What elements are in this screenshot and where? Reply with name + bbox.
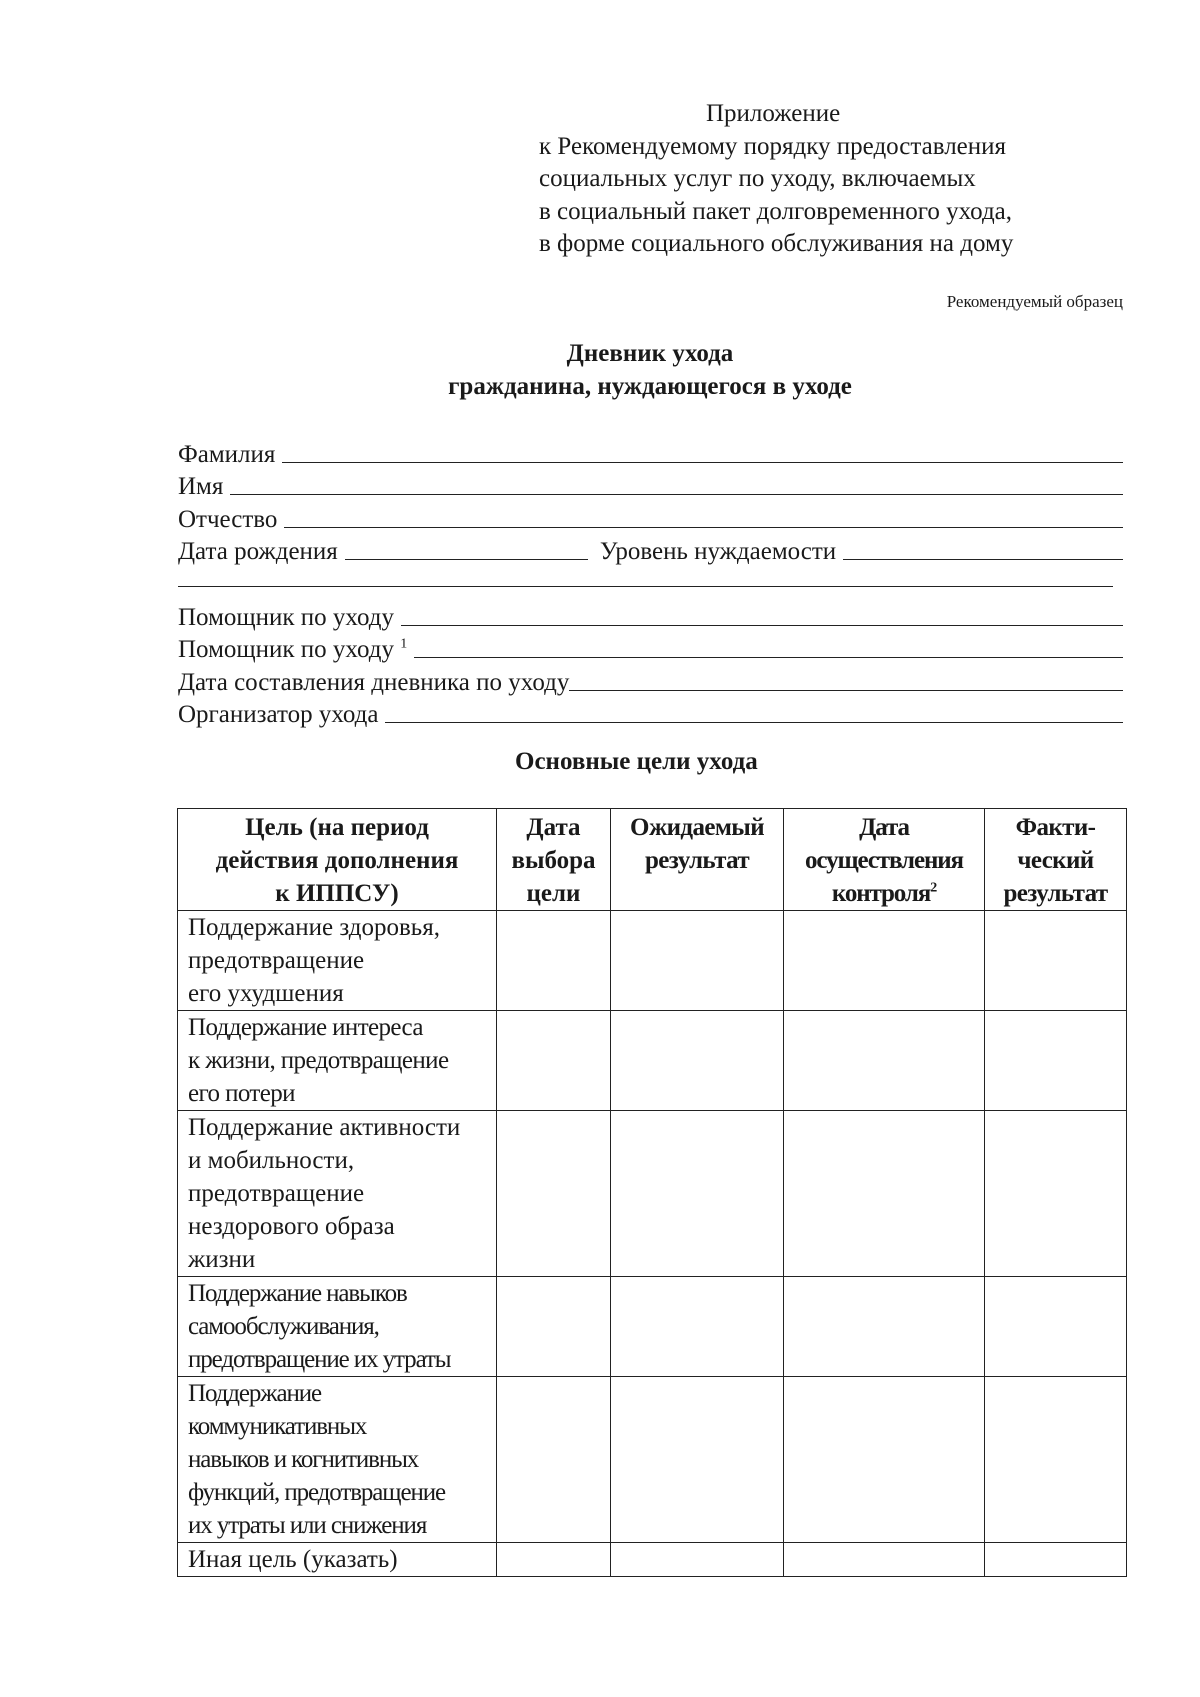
header-control-date (784, 809, 985, 911)
header-actual-result-line: ческий (1017, 847, 1094, 874)
care-organizer-label: Организатор ухода (178, 701, 379, 728)
table-row (178, 1111, 1127, 1277)
care-assistant-2-text: Помощник по уходу (178, 636, 394, 663)
header-actual-result (985, 809, 1127, 911)
header-select-date (497, 809, 611, 911)
header-select-date-line: цели (526, 880, 581, 907)
sample-label: Рекомендуемый образец (946, 292, 1123, 311)
control-date-cell[interactable] (784, 1543, 985, 1577)
surname-label: Фамилия (178, 440, 276, 468)
header-goal-line: действия дополнения (215, 847, 459, 874)
actual-result-cell[interactable] (985, 1277, 1127, 1377)
header-expected-result (611, 809, 784, 911)
patronymic-row (178, 501, 1123, 534)
appendix-line: в социальный пакет долговременного ухода, (539, 197, 1013, 225)
table-header-row (178, 809, 1127, 911)
care-assistant-field[interactable] (401, 624, 1123, 626)
care-assistant-2-label (178, 636, 407, 664)
header-goal (178, 809, 497, 911)
select-date-cell[interactable] (497, 1543, 611, 1577)
need-level-label: Уровень нуждаемости (599, 538, 837, 565)
expected-result-cell[interactable] (611, 911, 784, 1011)
header-expected-result-line: результат (644, 847, 749, 874)
appendix-line: социальных услуг по уходу, включаемых (539, 165, 976, 192)
diary-date-row (178, 664, 1123, 697)
birth-date-row (178, 534, 1123, 567)
expected-result-cell[interactable] (611, 1543, 784, 1577)
care-assistant-label: Помощник по уходу (178, 603, 394, 631)
birth-date-label: Дата рождения (178, 538, 338, 565)
header-control-date-line: Дата (859, 814, 909, 841)
control-date-cell[interactable] (784, 1277, 985, 1377)
header-actual-result-line: результат (1003, 880, 1108, 907)
header-expected-result-line: Ожидаемый (629, 814, 765, 841)
surname-field[interactable] (282, 461, 1123, 463)
goal-cell: Поддержание коммуникативных навыков и когнитивных функций, предотвращение их утраты или снижения (178, 1377, 497, 1543)
header-select-date-line: Дата (526, 814, 581, 841)
diary-title-line1: Дневник ухода (566, 340, 734, 367)
header-select-date-line: выбора (511, 847, 596, 874)
control-date-cell[interactable] (784, 1011, 985, 1111)
personal-data-form (178, 436, 1123, 729)
appendix-title: Приложение (706, 100, 841, 127)
expected-result-cell[interactable] (611, 1277, 784, 1377)
name-field[interactable] (230, 493, 1123, 495)
birth-date-field[interactable] (345, 558, 588, 560)
header-goal-line: Цель (на период (245, 814, 429, 841)
table-row (178, 911, 1127, 1011)
header-control-date-text: контроля (831, 880, 931, 907)
care-assistant-2-row (178, 632, 1123, 665)
expected-result-cell[interactable] (611, 1011, 784, 1111)
appendix-header (539, 98, 1099, 261)
actual-result-cell[interactable] (985, 1011, 1127, 1111)
goal-cell: Поддержание интереса к жизни, предотвращение его потери (178, 1011, 497, 1111)
select-date-cell[interactable] (497, 911, 611, 1011)
diary-date-field[interactable] (569, 689, 1123, 691)
table-row (178, 1277, 1127, 1377)
actual-result-cell[interactable] (985, 1377, 1127, 1543)
goal-cell: Иная цель (указать) (178, 1543, 497, 1577)
control-date-cell[interactable] (784, 911, 985, 1011)
goal-cell: Поддержание навыков самообслуживания, предотвращение их утраты (178, 1277, 497, 1377)
patronymic-label: Отчество (178, 505, 278, 533)
header-control-date-line (784, 877, 984, 910)
goal-cell: Поддержание здоровья, предотвращение его ухудшения (178, 911, 497, 1011)
care-organizer-field[interactable] (385, 721, 1123, 723)
header-goal-line: к ИППСУ) (275, 880, 399, 907)
expected-result-cell[interactable] (611, 1377, 784, 1543)
blank-line[interactable] (178, 566, 1113, 587)
name-row (178, 469, 1123, 502)
name-label: Имя (178, 473, 224, 500)
control-date-cell[interactable] (784, 1111, 985, 1277)
diary-date-label: Дата составления дневника по уходу (178, 668, 570, 696)
control-date-cell[interactable] (784, 1377, 985, 1543)
patronymic-field[interactable] (284, 526, 1123, 528)
care-organizer-row (178, 697, 1123, 730)
select-date-cell[interactable] (497, 1277, 611, 1377)
diary-title (0, 337, 1200, 403)
expected-result-cell[interactable] (611, 1111, 784, 1277)
care-assistant-2-field[interactable] (414, 656, 1123, 658)
footnote-1: 1 (400, 636, 408, 652)
select-date-cell[interactable] (497, 1011, 611, 1111)
actual-result-cell[interactable] (985, 911, 1127, 1011)
care-assistant-row (178, 599, 1123, 632)
select-date-cell[interactable] (497, 1377, 611, 1543)
goal-cell: Поддержание активности и мобильности, предотвращение нездорового образа жизни (178, 1111, 497, 1277)
table-row (178, 1377, 1127, 1543)
actual-result-cell[interactable] (985, 1111, 1127, 1277)
diary-title-line2: гражданина, нуждающегося в уходе (448, 373, 852, 400)
table-row (178, 1543, 1127, 1577)
goals-table (177, 808, 1127, 1577)
appendix-line: к Рекомендуемому порядку предоставления (539, 132, 1007, 160)
need-level-field[interactable] (843, 558, 1123, 560)
table-row (178, 1011, 1127, 1111)
header-actual-result-line: Факти- (1015, 814, 1096, 841)
actual-result-cell[interactable] (985, 1543, 1127, 1577)
header-control-date-line: осуществления (805, 847, 963, 874)
footnote-2: 2 (930, 880, 937, 896)
select-date-cell[interactable] (497, 1111, 611, 1277)
goals-title: Основные цели ухода (515, 748, 758, 775)
appendix-line: в форме социального обслуживания на дому (539, 230, 1014, 257)
surname-row (178, 436, 1123, 469)
